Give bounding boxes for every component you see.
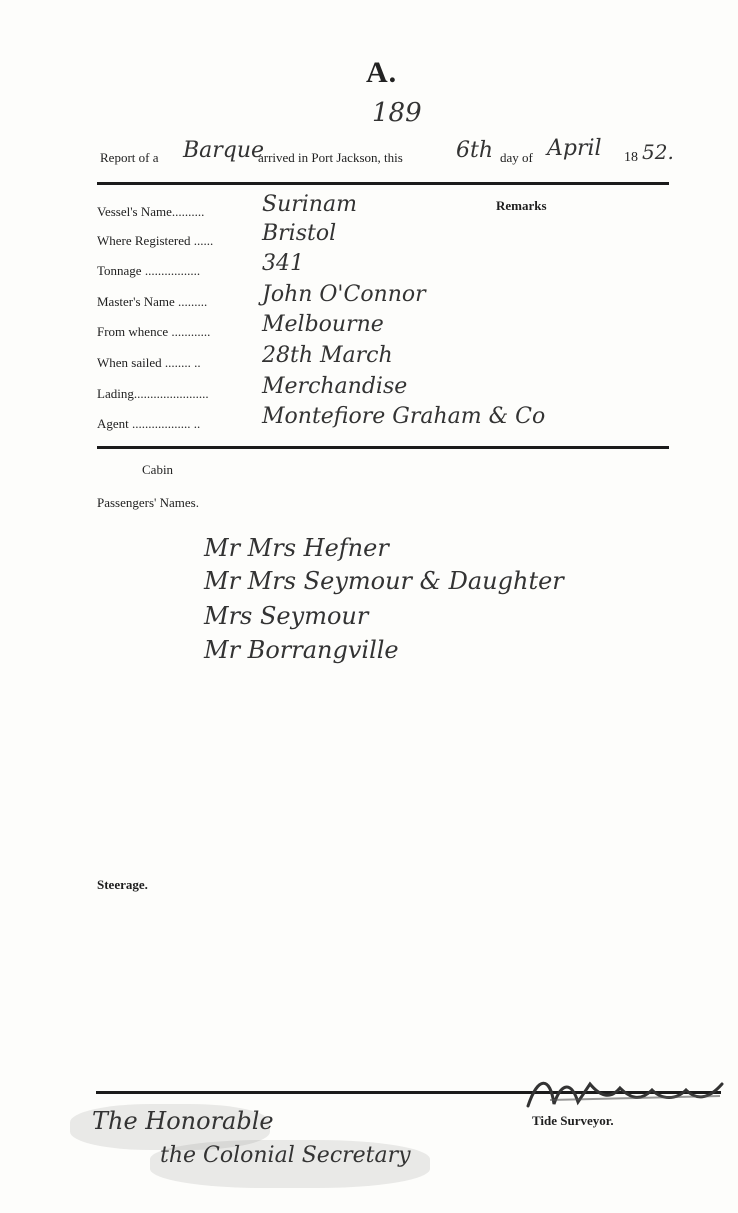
vessel-name-value: Surinam xyxy=(262,192,357,217)
year-prefix: 18 xyxy=(624,150,638,165)
surveyor-signature xyxy=(520,1066,730,1118)
addressee-line-2: the Colonial Secretary xyxy=(160,1143,411,1168)
passenger-entry: Mr Borrangville xyxy=(204,636,399,664)
agent-value: Montefiore Graham & Co xyxy=(262,404,546,429)
master-name-value: John O'Connor xyxy=(262,282,426,307)
tonnage-value: 341 xyxy=(262,251,304,276)
from-whence-label: From whence ............ xyxy=(97,324,211,339)
arrived-text: arrived in Port Jackson, this xyxy=(258,150,403,165)
arrival-day: 6th xyxy=(456,138,494,163)
from-whence-value: Melbourne xyxy=(262,312,384,337)
passenger-entry: Mr Mrs Hefner xyxy=(204,534,389,562)
passenger-entry: Mr Mrs Seymour & Daughter xyxy=(204,567,564,595)
arrival-month: April xyxy=(547,136,602,161)
vessel-name-label: Vessel's Name.......... xyxy=(97,204,205,219)
cabin-label: Cabin xyxy=(142,462,174,477)
form-letter: A. xyxy=(366,56,398,89)
lading-label: Lading....................... xyxy=(97,386,209,401)
tide-surveyor-label: Tide Surveyor. xyxy=(532,1113,614,1128)
vessel-type: Barque xyxy=(183,138,265,163)
where-registered-value: Bristol xyxy=(262,221,337,246)
top-divider xyxy=(97,182,669,185)
passenger-entry: Mrs Seymour xyxy=(204,602,369,630)
addressee-line-1: The Honorable xyxy=(92,1107,274,1135)
when-sailed-value: 28th March xyxy=(262,343,393,368)
where-registered-label: Where Registered ...... xyxy=(97,233,214,248)
agent-label: Agent .................. .. xyxy=(97,416,201,431)
middle-divider xyxy=(97,446,669,449)
when-sailed-label: When sailed ........ .. xyxy=(97,355,201,370)
report-prefix: Report of a xyxy=(100,150,159,165)
day-of-text: day of xyxy=(500,150,533,165)
lading-value: Merchandise xyxy=(262,374,408,399)
entry-number: 189 xyxy=(372,98,422,128)
master-name-label: Master's Name ......... xyxy=(97,294,208,309)
steerage-label: Steerage. xyxy=(97,877,148,892)
passengers-label: Passengers' Names. xyxy=(97,495,199,510)
year-suffix: 52. xyxy=(642,140,674,164)
tonnage-label: Tonnage ................. xyxy=(97,263,201,278)
remarks-label: Remarks xyxy=(496,198,547,213)
